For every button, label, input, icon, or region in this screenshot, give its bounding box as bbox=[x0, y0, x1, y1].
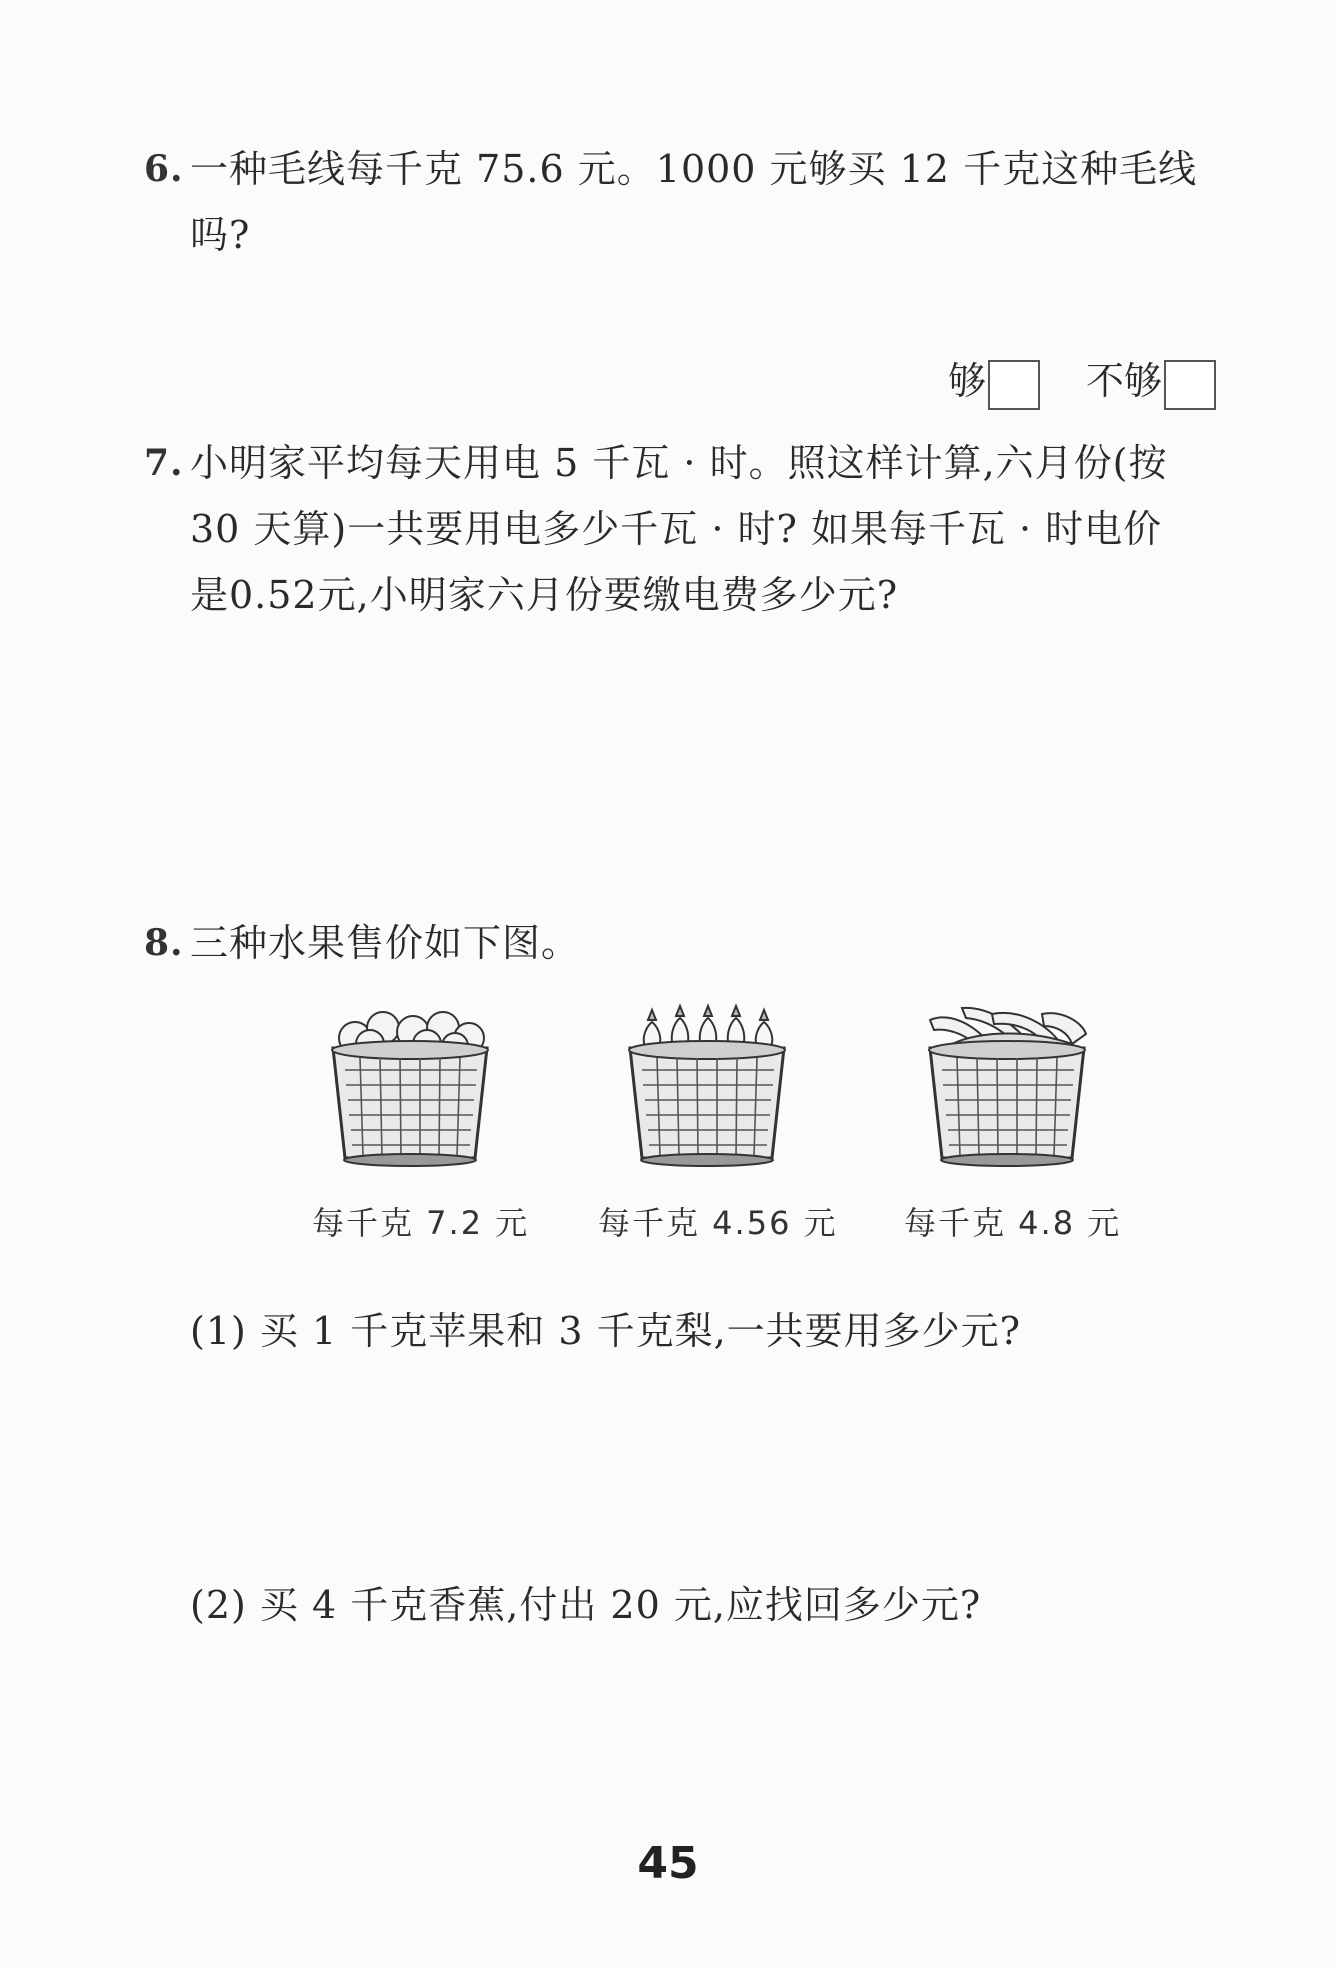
option-enough bbox=[948, 356, 1040, 410]
page-number: 45 bbox=[637, 1838, 699, 1889]
question-text-line: 是0.52元,小明家六月份要缴电费多少元? bbox=[190, 573, 899, 617]
question-6 bbox=[144, 136, 1236, 268]
answer-box-enough[interactable] bbox=[988, 360, 1040, 410]
question-number: 6. bbox=[144, 148, 184, 190]
apple-basket-icon bbox=[325, 1000, 495, 1170]
question-8 bbox=[144, 910, 1236, 976]
price-label-banana: 每千克 4.8 元 bbox=[904, 1204, 1122, 1242]
question-text-line: 30 天算)一共要用电多少千瓦 · 时? 如果每千瓦 · 时电价 bbox=[190, 507, 1163, 551]
question-number: 8. bbox=[144, 922, 184, 964]
sub-question-2: (2) 买 4 千克香蕉,付出 20 元,应找回多少元? bbox=[190, 1583, 982, 1627]
answer-box-not-enough[interactable] bbox=[1164, 360, 1216, 410]
option-label: 够 bbox=[948, 359, 987, 403]
question-7 bbox=[144, 430, 1236, 628]
option-label: 不够 bbox=[1086, 359, 1163, 403]
question-number: 7. bbox=[144, 442, 184, 484]
pear-basket-icon bbox=[622, 1000, 792, 1170]
banana-basket-icon bbox=[922, 1000, 1092, 1170]
option-not-enough bbox=[1086, 356, 1216, 410]
question-text: 一种毛线每千克 75.6 元。1000 元够买 12 千克这种毛线吗? bbox=[190, 147, 1198, 257]
question-text-line: 小明家平均每天用电 5 千瓦 · 时。照这样计算,六月份(按 bbox=[190, 441, 1168, 485]
price-label-pear: 每千克 4.56 元 bbox=[598, 1204, 838, 1242]
price-label-apple: 每千克 7.2 元 bbox=[312, 1204, 530, 1242]
sub-question-1: (1) 买 1 千克苹果和 3 千克梨,一共要用多少元? bbox=[190, 1309, 1022, 1353]
question-text: 三种水果售价如下图。 bbox=[190, 921, 581, 965]
